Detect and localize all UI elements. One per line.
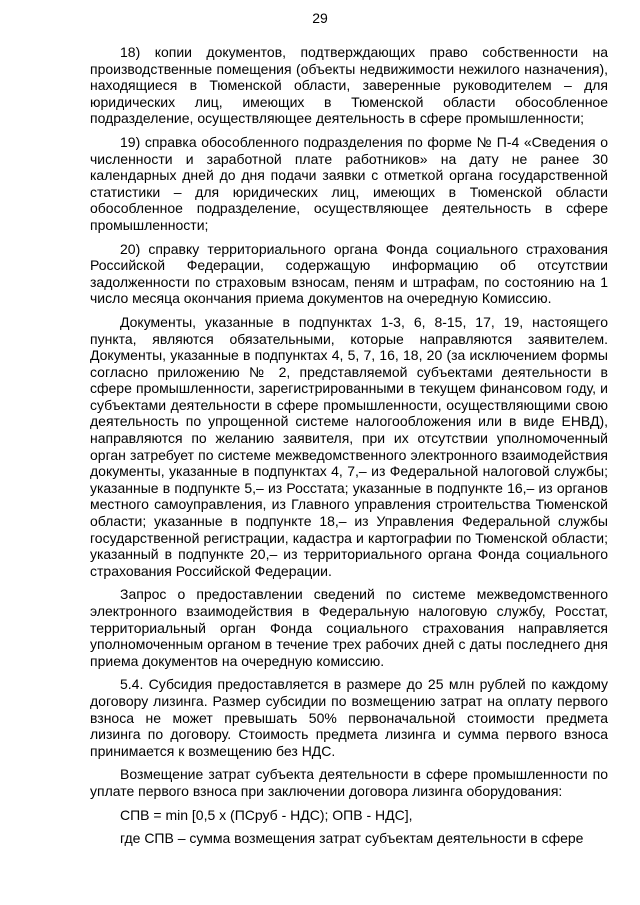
formula-spv: СПВ = min [0,5 x (ПСруб - НДС); ОПВ - НДС], — [120, 806, 413, 823]
paragraph-formula-definition: где СПВ – сумма возмещения затрат субъектам деятельности в сфере — [120, 830, 584, 847]
page-number: 29 — [312, 10, 328, 26]
paragraph-reimbursement-intro: Возмещение затрат субъекта деятельности в сфере промышленности по уплате первого взноса при заключении договора лизинга оборудования: — [90, 766, 608, 799]
document-body — [90, 44, 608, 854]
paragraph-item-18: 18) копии документов, подтверждающих право собственности на производственные помещения (объекты недвижимости нежилого назначения), находящиеся в Тюменской области, заверенные руководителем – для юридических лиц, имеющих в Тюменской области обособленное подразделение, осуществляющее деятельность в сфере промышленности; — [90, 44, 608, 127]
paragraph-documents-list: Документы, указанные в подпунктах 1-3, 6, 8-15, 17, 19, настоящего пункта, являются обязательными, которые направляются заявителем. Документы, указанные в подпунктах 4, 5, 7, 16, 18, 20 (за исключением формы согласно приложению № 2, представляемой субъектами деятельности в сфере промышленности, зарегистрированными в текущем финансовом году, и субъектами деятельности в сфере промышленности, осуществляющими свою деятельность по упрощенной системе налогообложения или в виде ЕНВД), направляются по желанию заявителя, при их отсутствии уполномоченный орган затребует по системе межведомственного электронного взаимодействия документы, указанные в подпунктах 4, 7,– из Федеральной налоговой службы; указанные в подпункте 5,– из Росстата; указанные в подпункте 16,– из органов местного самоуправления, из Главного управления строительства Тюменской области; указанные в подпункте 18,– из Управления Федеральной службы государственной регистрации, кадастра и картографии по Тюменской области; указанный в подпункте 20,– из территориального органа Фонда социального страхования Российской Федерации. — [90, 313, 608, 579]
paragraph-interagency-request: Запрос о предоставлении сведений по системе межведомственного электронного взаимодействия в Федеральную налоговую службу, Росстат, территориальный орган Фонда социального страхования направляется уполномоченным органом в течение трех рабочих дней с даты последнего дня приема документов на очередную комиссию. — [90, 586, 608, 669]
paragraph-item-20: 20) справку территориального органа Фонда социального страхования Российской Федерации, содержащую информацию об отсутствии задолженности по страховым взносам, пеням и штрафам, по состоянию на 1 число месяца окончания приема документов на очередную Комиссию. — [90, 240, 608, 307]
paragraph-subsidy-5-4: 5.4. Субсидия предоставляется в размере до 25 млн рублей по каждому договору лизинга. Размер субсидии по возмещению затрат на оплату первого взноса не может превышать 50% первоначальной стоимости предмета лизинга по договору. Стоимость предмета лизинга и сумма первого взноса принимается к возмещению без НДС. — [90, 676, 608, 759]
paragraph-item-19: 19) справка обособленного подразделения по форме № П-4 «Сведения о численности и заработной плате работников» на дату не ранее 30 календарных дней до дня подачи заявки с отметкой органа государственной статистики – для юридических лиц, имеющих в Тюменской области обособленное подразделение, осуществляющее деятельность в сфере промышленности; — [90, 133, 608, 233]
